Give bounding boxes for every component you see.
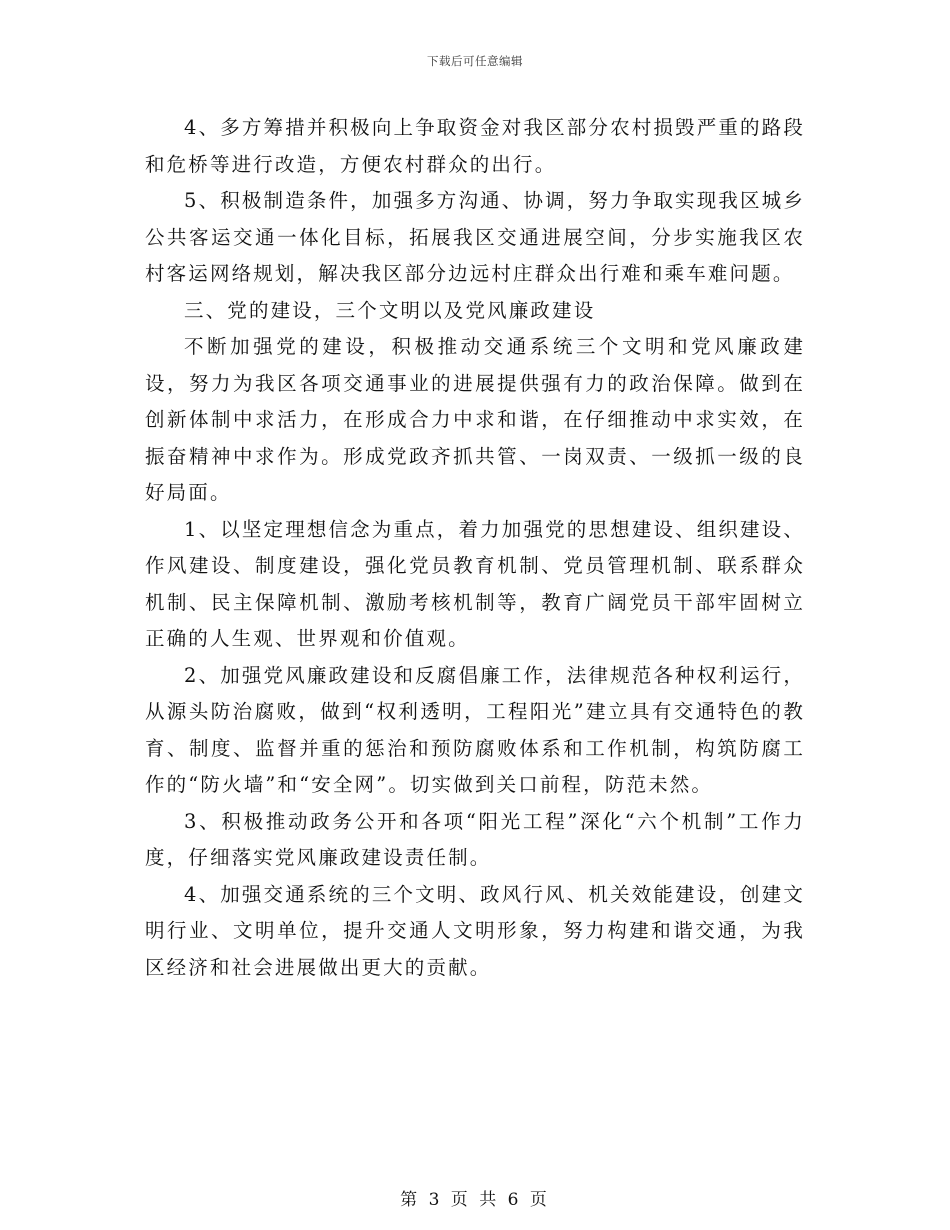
page-content [145, 110, 805, 986]
paragraph-item-2-anti-corruption: 2、加强党风廉政建设和反腐倡廉工作，法律规范各种权利运行，从源头防治腐败，做到“权利透明，工程阳光”建立具有交通特色的教育、制度、监督并重的惩治和预防腐败体系和工作机制，构筑防腐工作的“防火墙”和“安全网”。切实做到关口前程，防范未然。 [145, 663, 805, 796]
paragraph-party-building-intro: 不断加强党的建设，积极推动交通系统三个文明和党风廉政建设，努力为我区各项交通事业的进展提供强有力的政治保障。做到在创新体制中求活力，在形成合力中求和谐，在仔细推动中求实效，在振奋精神中求作为。形成党政齐抓共管、一岗双责、一级抓一级的良好局面。 [145, 335, 805, 504]
page-number: 第 3 页 共 6 页 [400, 1190, 550, 1210]
page-header: 下载后可任意编辑 [427, 54, 523, 68]
paragraph-item-4-rural-roads: 4、多方筹措并积极向上争取资金对我区部分农村损毁严重的路段和危桥等进行改造，方便农村群众的出行。 [145, 116, 805, 176]
paragraph-item-5-public-transit: 5、积极制造条件，加强多方沟通、协调，努力争取实现我区城乡公共客运交通一体化目标，拓展我区交通进展空间，分步实施我区农村客运网络规划，解决我区部分边远村庄群众出行难和乘车难问题。 [145, 189, 805, 285]
section-heading-party-building: 三、党的建设，三个文明以及党风廉政建设 [184, 298, 596, 322]
paragraph-item-1-ideals: 1、以坚定理想信念为重点，着力加强党的思想建设、组织建设、作风建设、制度建设，强化党员教育机制、党员管理机制、联系群众机制、民主保障机制、激励考核机制等，教育广阔党员干部牢固树立正确的人生观、世界观和价值观。 [145, 517, 805, 650]
paragraph-item-4-civilization: 4、加强交通系统的三个文明、政风行风、机关效能建设，创建文明行业、文明单位，提升交通人文明形象，努力构建和谐交通，为我区经济和社会进展做出更大的贡献。 [145, 882, 805, 979]
paragraph-item-3-transparency: 3、积极推动政务公开和各项“阳光工程”深化“六个机制”工作力度，仔细落实党风廉政建设责任制。 [145, 809, 805, 869]
